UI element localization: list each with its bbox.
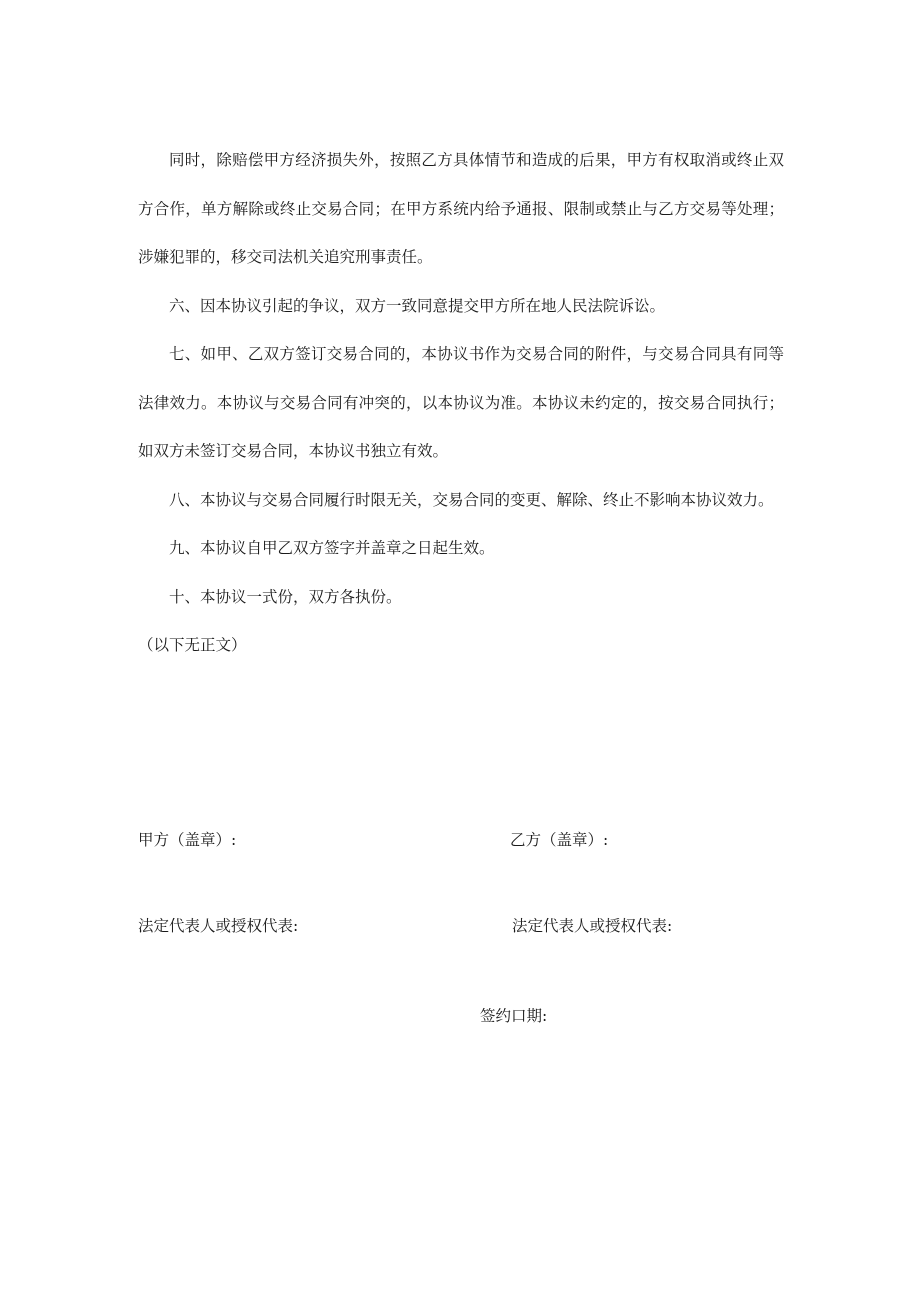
paragraph-clause-9: 九、本协议自甲乙双方签字并盖章之日起生效。	[169, 539, 495, 557]
sign-date-label: 签约口期:	[480, 1007, 548, 1025]
paragraph-clause-7: 七、如甲、乙双方签订交易合同的，本协议书作为交易合同的附件，与交易合同具有同等法律效力。本协议与交易合同有冲突的，以本协议为准。本协议未约定的，按交易合同执行；如双方未签订交易合同，本协议书独立有效。	[138, 345, 784, 460]
party-a-representative-label: 法定代表人或授权代表:	[138, 917, 299, 935]
party-b-seal-label: 乙方（盖章）:	[510, 831, 609, 849]
paragraph-compensation: 同时，除赔偿甲方经济损失外，按照乙方具体情节和造成的后果，甲方有权取消或终止双方合作，单方解除或终止交易合同；在甲方系统内给予通报、限制或禁止与乙方交易等处理；涉嫌犯罪的，移交司法机关追究刑事责任。	[138, 151, 784, 266]
party-a-seal-label: 甲方（盖章）:	[138, 831, 237, 849]
agreement-body	[138, 136, 784, 670]
paragraph-clause-10: 十、本协议一式份，双方各执份。	[169, 587, 402, 606]
closing-note: （以下无正文）	[138, 636, 247, 654]
paragraph-clause-8: 八、本协议与交易合同履行时限无关，交易合同的变更、解除、终止不影响本协议效力。	[169, 490, 774, 509]
party-b-representative-label: 法定代表人或授权代表:	[512, 917, 673, 935]
paragraph-clause-6: 六、因本协议引起的争议，双方一致同意提交甲方所在地人民法院诉讼。	[169, 296, 666, 315]
